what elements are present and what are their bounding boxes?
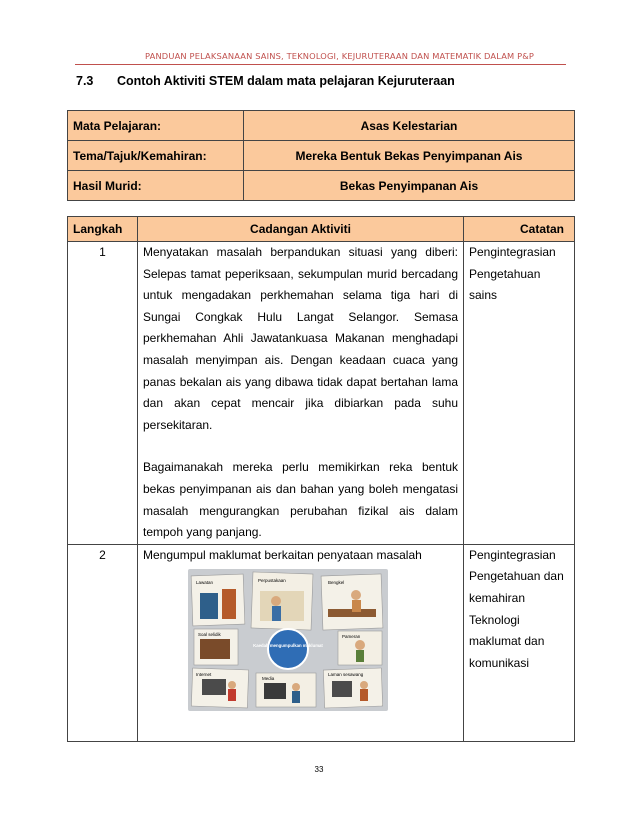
table-row (68, 544, 575, 741)
note-line: maklumat dan (469, 634, 545, 649)
column-header-activity: Cadangan Aktiviti (138, 217, 464, 242)
collage-center-label: Kaedah mengumpulkan maklumat (253, 643, 323, 649)
panel-media (256, 673, 316, 707)
collage-caption: Laman sesawang (328, 672, 364, 678)
panel-visit (191, 574, 245, 626)
panel-library (251, 572, 313, 630)
note-line: komunikasi (469, 655, 530, 670)
panel-internet (191, 668, 248, 708)
activity-header-row (68, 217, 575, 242)
activity-paragraph: Mengumpul maklumat berkaitan penyataan masalah (143, 547, 422, 562)
panel-website (323, 668, 382, 708)
panel-survey (194, 629, 238, 665)
note-line: kemahiran (469, 590, 526, 605)
info-table (67, 110, 575, 201)
step-number: 1 (68, 242, 138, 545)
note-line: Pengetahuan dan (469, 569, 564, 584)
info-row-outcome (68, 171, 575, 201)
collage-caption: Perpustakaan (258, 578, 286, 584)
table-row (68, 242, 575, 545)
collage-caption: Bengkel (328, 580, 345, 586)
activity-table (67, 216, 575, 742)
collage-caption: Soal selidik (198, 632, 221, 638)
info-row-theme (68, 141, 575, 171)
step-number: 2 (68, 544, 138, 741)
info-value: Mereka Bentuk Bekas Penyimpanan Ais (244, 141, 575, 171)
column-header-step: Langkah (68, 217, 138, 242)
info-value: Asas Kelestarian (244, 111, 575, 141)
note-line: Teknologi (469, 612, 520, 627)
running-header: PANDUAN PELAKSANAAN SAINS, TEKNOLOGI, KEJURUTERAAN DAN MATEMATIK DALAM P&P (145, 51, 535, 61)
note-line: Pengetahuan (469, 266, 541, 281)
collage-caption: Lawatan (196, 580, 214, 586)
notes-cell (464, 544, 575, 741)
collage-caption: Internet (196, 672, 212, 678)
info-label: Tema/Tajuk/Kemahiran: (68, 141, 244, 171)
panel-exhibition (338, 631, 382, 665)
activity-paragraph: Menyatakan masalah berpandukan situasi yang diberi: Selepas tamat peperiksaan, sekumpulan murid bercadang untuk mengadakan perkhemahan selama tiga hari di Sungai Congkak Hulu Langat Selangor. Semasa perkhemahan Ahli Jawatankuasa Makanan menghadapi masalah menyimpan ais. Dengan keadaan cuaca yang panas bekalan ais yang dibawa tidak dapat bertahan lama dan akan cepat mencair jika dibiarkan pada suhu persekitaran. (143, 245, 458, 432)
note-line: sains (469, 288, 498, 303)
note-line: Pengintegrasian (469, 245, 556, 259)
section-title: Contoh Aktiviti STEM dalam mata pelajaran Kejuruteraan (117, 74, 455, 88)
info-row-subject (68, 111, 575, 141)
notes-cell (464, 242, 575, 545)
section-number: 7.3 (76, 74, 94, 88)
activity-cell (138, 242, 464, 545)
collage-caption: Media (262, 676, 275, 682)
activity-cell (138, 544, 464, 741)
note-line: Pengintegrasian (469, 547, 556, 562)
collage-caption: Pameran (342, 634, 361, 640)
information-gathering-collage (188, 569, 388, 711)
page-number: 33 (314, 765, 324, 774)
panel-workshop (321, 574, 383, 630)
activity-paragraph: Bagaimanakah mereka perlu memikirkan reka bentuk bekas penyimpanan ais dan bahan yang boleh mengatasi masalah mengurangkan perubahan fizikal ais dalam tempoh yang panjang. (143, 460, 458, 540)
header-rule (75, 64, 566, 65)
info-label: Hasil Murid: (68, 171, 244, 201)
info-label: Mata Pelajaran: (68, 111, 244, 141)
info-value: Bekas Penyimpanan Ais (244, 171, 575, 201)
column-header-notes: Catatan (464, 217, 575, 242)
